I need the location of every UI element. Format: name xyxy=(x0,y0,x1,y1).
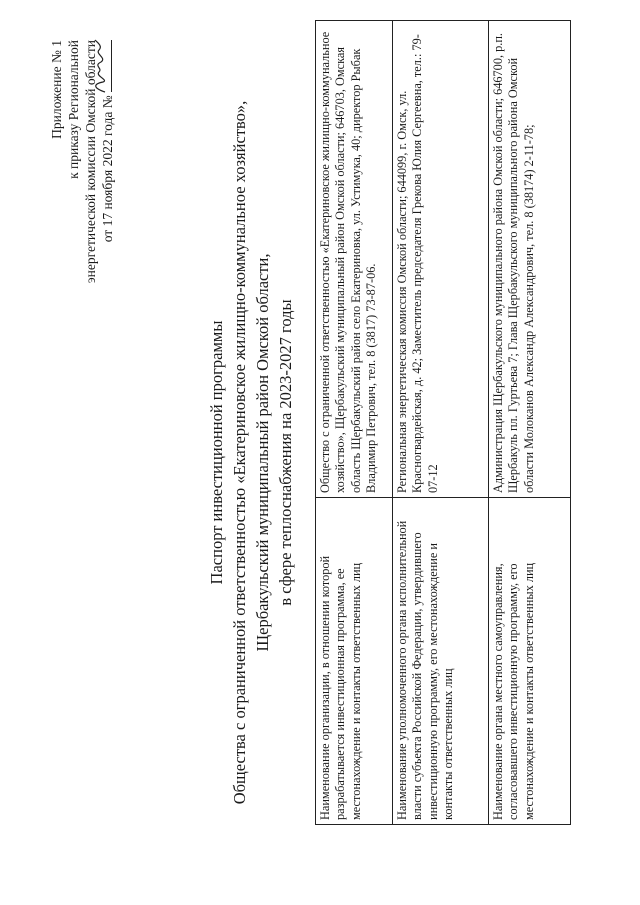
title-line-1: Паспорт инвестиционной программы xyxy=(207,320,226,585)
row-value: Общество с ограниченной ответственностью «Екатериновское жилищно-коммунальное хозяйство», Щербакульский муниципальный район Омской области; 646703, Омская область Щербакульский район село Екатериновка, ул. Устимука, 40; директор Рыбак Владимир Петрович, тел. 8 (3817) 73-87-06. xyxy=(316,21,393,498)
appendix-date: от 17 ноября 2022 года № xyxy=(100,95,115,243)
appendix-order-ref: к приказу Региональной xyxy=(66,40,81,179)
table-row xyxy=(489,21,571,825)
row-label: Наименование организации, в отношении которой разрабатывается инвестиционная программа, ее местонахождение и контакты ответственных лиц xyxy=(316,498,393,825)
passport-table xyxy=(315,20,571,825)
row-value: Администрация Щербакульского муниципального района Омской области; 646700, р.п. Щербакуль пл. Гуртьева 7; Глава Щербакульского муниципального района Омской области Молоканов Александр Александрович, тел. 8 (38174) 2-11-78; xyxy=(489,21,571,498)
appendix-block xyxy=(48,40,116,400)
row-label: Наименование уполномоченного органа исполнительной власти субъекта Российской Федерации, утвердившего инвестиционную программу, его местонахождение и контакты ответственных лиц xyxy=(393,498,489,825)
table-row xyxy=(393,21,489,825)
title-line-3: Щербакульский муниципальный район Омской области, xyxy=(253,253,272,652)
order-number-signature xyxy=(99,40,112,92)
title-line-2: Общества с ограниченной ответственностью «Екатериновское жилищно-коммунальное хозяйство», xyxy=(230,100,249,805)
row-label: Наименование органа местного самоуправления, согласовавшего инвестиционную программу, его местонахождение и контакты ответственных лиц xyxy=(489,498,571,825)
title-line-4: в сфере теплоснабжения на 2023-2027 годы xyxy=(276,299,295,606)
row-value: Региональная энергетическая комиссия Омской области; 644099, г. Омск, ул. Красногвардейская, д. 42; Заместитель председателя Грекова Юлия Сергеевна, тел.: 79-07-12 xyxy=(393,21,489,498)
appendix-commission: энергетической комиссии Омской области xyxy=(83,40,98,284)
table-row xyxy=(316,21,393,825)
appendix-number: Приложение № 1 xyxy=(49,40,64,139)
appendix-date-line xyxy=(99,40,116,400)
document-title xyxy=(205,0,297,905)
